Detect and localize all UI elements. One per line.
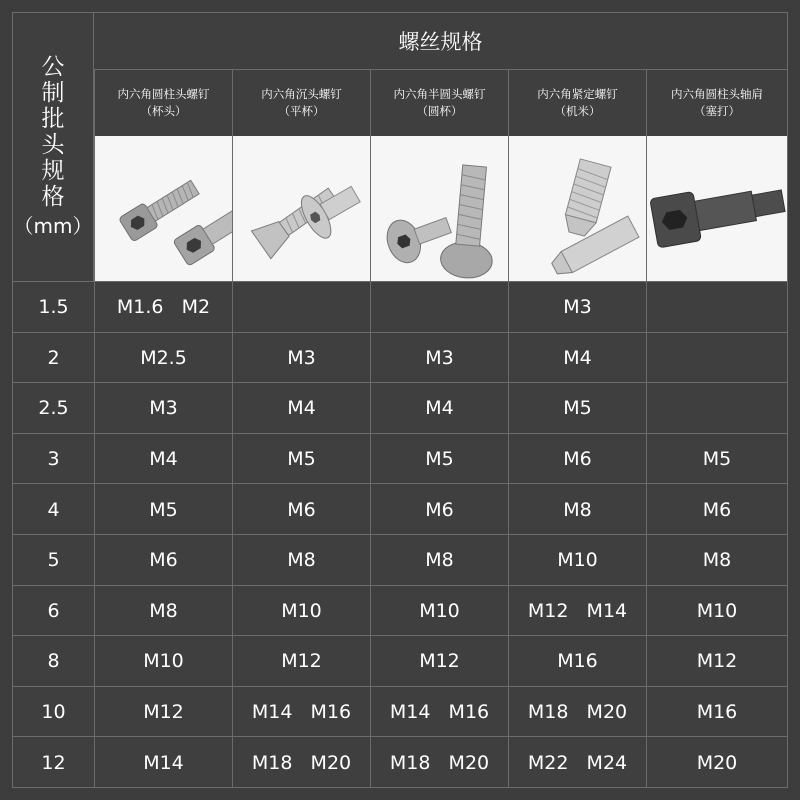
shoulder-screw-photo	[646, 136, 787, 282]
thread-size-cell	[646, 383, 787, 434]
thread-size-cell: M18 M20	[370, 737, 508, 788]
thread-size-cell: M14 M16	[370, 687, 508, 738]
table-title: 螺丝规格	[94, 13, 787, 70]
column-header-button-head-screw	[370, 70, 508, 136]
cap-screw-illustration	[95, 136, 232, 281]
thread-size-cell: M12	[232, 636, 370, 687]
thread-size-cell: M10	[370, 586, 508, 637]
thread-size-cell: M3	[508, 282, 646, 333]
thread-size-cell: M5	[508, 383, 646, 434]
button-head-illustration	[371, 136, 508, 281]
thread-size-cell: M6	[232, 484, 370, 535]
hex-key-size-cell: 6	[47, 599, 60, 622]
column-header-set-screw	[508, 70, 646, 136]
hex-key-size-cell: 3	[47, 448, 60, 471]
table-row	[13, 586, 787, 637]
countersunk-screw-photo	[232, 136, 370, 282]
hex-key-size-header	[13, 13, 94, 282]
thread-size-cell: M16	[508, 636, 646, 687]
thread-size-cell: M3	[232, 333, 370, 384]
thread-size-cell	[646, 282, 787, 333]
thread-size-cell: M1.6 M2	[94, 282, 232, 333]
thread-size-cell: M10	[232, 586, 370, 637]
hex-key-size-cell: 12	[41, 751, 66, 774]
table-row	[13, 737, 787, 788]
corner-char: 规	[41, 158, 65, 184]
thread-size-cell: M8	[508, 484, 646, 535]
thread-size-cell: M8	[646, 535, 787, 586]
table-row	[13, 636, 787, 687]
thread-size-cell: M12	[646, 636, 787, 687]
column-sub: （杯头）	[140, 104, 187, 118]
thread-size-cell: M5	[94, 484, 232, 535]
column-sub: （平杯）	[278, 104, 325, 118]
hex-key-size-cell: 8	[47, 650, 60, 673]
thread-size-cell: M10	[646, 586, 787, 637]
table-row	[13, 484, 787, 535]
table-row	[13, 383, 787, 434]
thread-size-cell: M4	[94, 434, 232, 485]
hex-key-size-cell: 10	[41, 701, 66, 724]
thread-size-cell	[370, 282, 508, 333]
column-name: 内六角半圆头螺钉	[393, 87, 486, 101]
corner-char: 公	[41, 54, 65, 80]
thread-size-cell	[232, 282, 370, 333]
column-name: 内六角沉头螺钉	[261, 87, 342, 101]
table-row	[13, 434, 787, 485]
hex-key-size-cell: 1.5	[38, 296, 69, 319]
thread-size-cell: M18 M20	[232, 737, 370, 788]
shoulder-screw-illustration	[647, 136, 787, 281]
thread-size-cell: M6	[508, 434, 646, 485]
thread-size-cell: M4	[370, 383, 508, 434]
table-row	[13, 282, 787, 333]
column-name: 内六角紧定螺钉	[537, 87, 618, 101]
hex-key-size-cell: 2	[47, 346, 60, 369]
thread-size-cell: M3	[94, 383, 232, 434]
corner-char: 格	[41, 184, 65, 210]
thread-size-cell: M5	[232, 434, 370, 485]
thread-size-cell: M8	[94, 586, 232, 637]
thread-size-cell: M3	[370, 333, 508, 384]
thread-size-cell: M12 M14	[508, 586, 646, 637]
thread-size-cell: M5	[646, 434, 787, 485]
thread-size-cell: M8	[370, 535, 508, 586]
thread-size-cell: M12	[94, 687, 232, 738]
thread-size-cell: M8	[232, 535, 370, 586]
thread-size-cell	[646, 333, 787, 384]
column-header-shoulder-screw	[646, 70, 787, 136]
set-screw-illustration	[509, 136, 646, 281]
table-row	[13, 687, 787, 738]
corner-char: 头	[41, 132, 65, 158]
column-name: 内六角圆柱头螺钉	[117, 87, 210, 101]
corner-char: 批	[41, 106, 65, 132]
column-sub: （圆杯）	[416, 104, 463, 118]
thread-size-cell: M6	[94, 535, 232, 586]
thread-size-cell: M4	[232, 383, 370, 434]
thread-size-cell: M4	[508, 333, 646, 384]
thread-size-cell: M6	[370, 484, 508, 535]
corner-unit: （mm）	[13, 214, 93, 238]
thread-size-cell: M10	[508, 535, 646, 586]
thread-size-cell: M12	[370, 636, 508, 687]
thread-size-cell: M2.5	[94, 333, 232, 384]
hex-key-size-cell: 2.5	[38, 397, 69, 420]
hex-key-size-cell: 4	[47, 498, 60, 521]
countersunk-illustration	[233, 136, 370, 281]
column-sub: （机米）	[554, 104, 601, 118]
thread-size-cell: M16	[646, 687, 787, 738]
thread-size-cell: M20	[646, 737, 787, 788]
thread-size-cell: M14	[94, 737, 232, 788]
thread-size-cell: M6	[646, 484, 787, 535]
corner-char: 制	[41, 80, 65, 106]
thread-size-cell: M10	[94, 636, 232, 687]
table-row	[13, 333, 787, 384]
thread-size-cell: M22 M24	[508, 737, 646, 788]
socket-head-cap-screw-photo	[94, 136, 232, 282]
screw-spec-table	[12, 12, 788, 788]
column-sub: （塞打）	[694, 104, 740, 118]
thread-size-cell: M14 M16	[232, 687, 370, 738]
column-name: 内六角圆柱头轴肩	[671, 87, 763, 101]
table-row	[13, 535, 787, 586]
column-header-countersunk-screw	[232, 70, 370, 136]
thread-size-cell: M18 M20	[508, 687, 646, 738]
thread-size-cell: M5	[370, 434, 508, 485]
column-header-cap-screw	[94, 70, 232, 136]
set-screw-photo	[508, 136, 646, 282]
button-head-screw-photo	[370, 136, 508, 282]
hex-key-size-cell: 5	[47, 549, 60, 572]
